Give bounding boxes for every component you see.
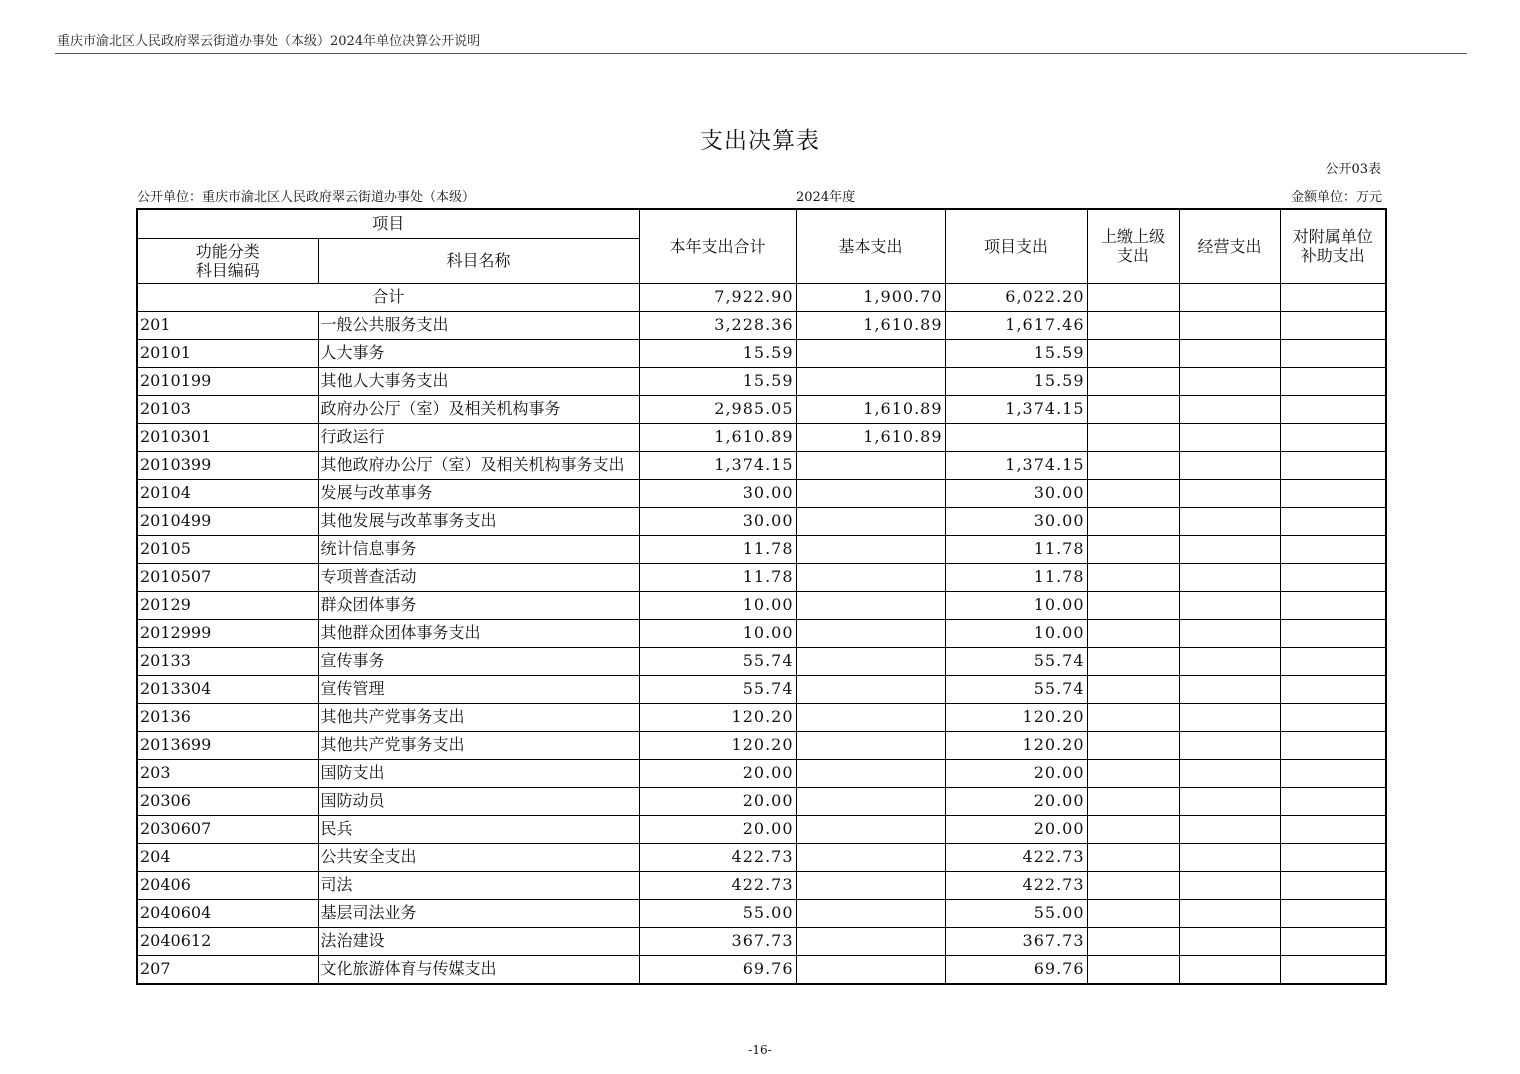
cell-code: 204 bbox=[137, 843, 318, 871]
cell-total: 20.00 bbox=[639, 787, 796, 815]
cell-code: 2012999 bbox=[137, 619, 318, 647]
cell-subsidy bbox=[1280, 507, 1386, 535]
cell-business bbox=[1179, 311, 1280, 339]
cell-subsidy bbox=[1280, 843, 1386, 871]
cell-code: 2010399 bbox=[137, 451, 318, 479]
table-header bbox=[137, 209, 1386, 283]
total-subsidy bbox=[1280, 283, 1386, 311]
cell-basic bbox=[796, 647, 945, 675]
cell-basic bbox=[796, 367, 945, 395]
cell-subsidy bbox=[1280, 423, 1386, 451]
total-label: 合计 bbox=[137, 283, 639, 311]
cell-name: 其他群众团体事务支出 bbox=[318, 619, 639, 647]
cell-business bbox=[1179, 619, 1280, 647]
cell-business bbox=[1179, 451, 1280, 479]
table-row bbox=[137, 479, 1386, 507]
table-row bbox=[137, 899, 1386, 927]
report-meta-row bbox=[137, 186, 1384, 204]
cell-project: 55.74 bbox=[945, 675, 1087, 703]
cell-project: 422.73 bbox=[945, 843, 1087, 871]
cell-name: 行政运行 bbox=[318, 423, 639, 451]
table-row bbox=[137, 759, 1386, 787]
cell-name: 其他发展与改革事务支出 bbox=[318, 507, 639, 535]
cell-total: 10.00 bbox=[639, 591, 796, 619]
cell-total: 15.59 bbox=[639, 367, 796, 395]
cell-business bbox=[1179, 871, 1280, 899]
table-row bbox=[137, 367, 1386, 395]
cell-business bbox=[1179, 563, 1280, 591]
cell-subsidy bbox=[1280, 815, 1386, 843]
cell-subsidy bbox=[1280, 535, 1386, 563]
cell-basic bbox=[796, 479, 945, 507]
cell-upper bbox=[1087, 367, 1179, 395]
cell-business bbox=[1179, 479, 1280, 507]
cell-code: 20103 bbox=[137, 395, 318, 423]
cell-basic bbox=[796, 451, 945, 479]
cell-subsidy bbox=[1280, 479, 1386, 507]
cell-basic bbox=[796, 535, 945, 563]
cell-total: 120.20 bbox=[639, 703, 796, 731]
header-business: 经营支出 bbox=[1179, 209, 1280, 283]
cell-project: 10.00 bbox=[945, 591, 1087, 619]
cell-business bbox=[1179, 535, 1280, 563]
cell-project: 55.00 bbox=[945, 899, 1087, 927]
cell-total: 1,374.15 bbox=[639, 451, 796, 479]
cell-name: 发展与改革事务 bbox=[318, 479, 639, 507]
cell-business bbox=[1179, 339, 1280, 367]
table-row bbox=[137, 591, 1386, 619]
header-subsidy-line2: 补助支出 bbox=[1300, 246, 1365, 266]
cell-business bbox=[1179, 731, 1280, 759]
cell-total: 30.00 bbox=[639, 479, 796, 507]
cell-basic bbox=[796, 339, 945, 367]
cell-code: 20105 bbox=[137, 535, 318, 563]
cell-upper bbox=[1087, 647, 1179, 675]
cell-project: 55.74 bbox=[945, 647, 1087, 675]
cell-project: 11.78 bbox=[945, 535, 1087, 563]
cell-project: 20.00 bbox=[945, 815, 1087, 843]
cell-total: 120.20 bbox=[639, 731, 796, 759]
cell-total: 55.00 bbox=[639, 899, 796, 927]
cell-business bbox=[1179, 423, 1280, 451]
page-title: 支出决算表 bbox=[700, 128, 820, 154]
table-row bbox=[137, 731, 1386, 759]
cell-code: 2013699 bbox=[137, 731, 318, 759]
cell-total: 1,610.89 bbox=[639, 423, 796, 451]
cell-subsidy bbox=[1280, 675, 1386, 703]
cell-subsidy bbox=[1280, 619, 1386, 647]
page-number: -16- bbox=[748, 1043, 772, 1057]
cell-name: 群众团体事务 bbox=[318, 591, 639, 619]
cell-basic: 1,610.89 bbox=[796, 423, 945, 451]
cell-upper bbox=[1087, 731, 1179, 759]
cell-basic bbox=[796, 563, 945, 591]
cell-subsidy bbox=[1280, 871, 1386, 899]
cell-basic bbox=[796, 787, 945, 815]
cell-code: 20306 bbox=[137, 787, 318, 815]
cell-subsidy bbox=[1280, 731, 1386, 759]
cell-business bbox=[1179, 787, 1280, 815]
header-project: 项目支出 bbox=[945, 209, 1087, 283]
cell-name: 民兵 bbox=[318, 815, 639, 843]
cell-code: 2030607 bbox=[137, 815, 318, 843]
cell-basic bbox=[796, 955, 945, 984]
table-row bbox=[137, 311, 1386, 339]
cell-business bbox=[1179, 955, 1280, 984]
cell-project: 11.78 bbox=[945, 563, 1087, 591]
cell-code: 2010499 bbox=[137, 507, 318, 535]
cell-business bbox=[1179, 507, 1280, 535]
header-name: 科目名称 bbox=[318, 238, 639, 283]
cell-basic: 1,610.89 bbox=[796, 395, 945, 423]
cell-upper bbox=[1087, 451, 1179, 479]
cell-subsidy bbox=[1280, 451, 1386, 479]
total-basic: 1,900.70 bbox=[796, 283, 945, 311]
cell-total: 3,228.36 bbox=[639, 311, 796, 339]
cell-project: 15.59 bbox=[945, 367, 1087, 395]
header-upper-line2: 支出 bbox=[1117, 246, 1150, 266]
cell-business bbox=[1179, 675, 1280, 703]
cell-project: 367.73 bbox=[945, 927, 1087, 955]
cell-name: 统计信息事务 bbox=[318, 535, 639, 563]
cell-subsidy bbox=[1280, 899, 1386, 927]
cell-name: 政府办公厅（室）及相关机构事务 bbox=[318, 395, 639, 423]
cell-code: 2040612 bbox=[137, 927, 318, 955]
cell-name: 其他人大事务支出 bbox=[318, 367, 639, 395]
cell-name: 其他共产党事务支出 bbox=[318, 703, 639, 731]
table-row bbox=[137, 647, 1386, 675]
cell-total: 15.59 bbox=[639, 339, 796, 367]
cell-upper bbox=[1087, 675, 1179, 703]
cell-basic: 1,610.89 bbox=[796, 311, 945, 339]
cell-total: 30.00 bbox=[639, 507, 796, 535]
cell-name: 一般公共服务支出 bbox=[318, 311, 639, 339]
table-row bbox=[137, 675, 1386, 703]
cell-project: 30.00 bbox=[945, 479, 1087, 507]
total-upper bbox=[1087, 283, 1179, 311]
cell-project: 1,617.46 bbox=[945, 311, 1087, 339]
cell-name: 其他政府办公厅（室）及相关机构事务支出 bbox=[318, 451, 639, 479]
cell-code: 2010199 bbox=[137, 367, 318, 395]
table-row bbox=[137, 703, 1386, 731]
table-row bbox=[137, 395, 1386, 423]
cell-upper bbox=[1087, 507, 1179, 535]
cell-project: 422.73 bbox=[945, 871, 1087, 899]
cell-code: 207 bbox=[137, 955, 318, 984]
cell-code: 2040604 bbox=[137, 899, 318, 927]
cell-subsidy bbox=[1280, 703, 1386, 731]
cell-subsidy bbox=[1280, 311, 1386, 339]
cell-upper bbox=[1087, 619, 1179, 647]
cell-code: 2010507 bbox=[137, 563, 318, 591]
cell-name: 司法 bbox=[318, 871, 639, 899]
cell-project: 10.00 bbox=[945, 619, 1087, 647]
cell-subsidy bbox=[1280, 647, 1386, 675]
cell-code: 20133 bbox=[137, 647, 318, 675]
cell-business bbox=[1179, 927, 1280, 955]
cell-upper bbox=[1087, 535, 1179, 563]
expenditure-table bbox=[136, 208, 1387, 985]
cell-total: 2,985.05 bbox=[639, 395, 796, 423]
cell-total: 20.00 bbox=[639, 759, 796, 787]
cell-project: 1,374.15 bbox=[945, 451, 1087, 479]
cell-code: 2010301 bbox=[137, 423, 318, 451]
cell-project: 120.20 bbox=[945, 731, 1087, 759]
cell-project: 15.59 bbox=[945, 339, 1087, 367]
cell-name: 文化旅游体育与传媒支出 bbox=[318, 955, 639, 984]
cell-basic bbox=[796, 703, 945, 731]
cell-name: 其他共产党事务支出 bbox=[318, 731, 639, 759]
cell-basic bbox=[796, 731, 945, 759]
cell-basic bbox=[796, 899, 945, 927]
header-subsidy bbox=[1280, 209, 1386, 283]
table-row bbox=[137, 507, 1386, 535]
cell-basic bbox=[796, 871, 945, 899]
total-row bbox=[137, 283, 1386, 311]
table-row bbox=[137, 563, 1386, 591]
header-code-line1: 功能分类 bbox=[195, 241, 260, 261]
cell-code: 201 bbox=[137, 311, 318, 339]
cell-name: 专项普查活动 bbox=[318, 563, 639, 591]
table-body bbox=[137, 283, 1386, 984]
cell-upper bbox=[1087, 703, 1179, 731]
cell-total: 11.78 bbox=[639, 535, 796, 563]
table-row bbox=[137, 927, 1386, 955]
cell-basic bbox=[796, 815, 945, 843]
cell-total: 55.74 bbox=[639, 647, 796, 675]
table-row bbox=[137, 815, 1386, 843]
header-code bbox=[137, 238, 318, 283]
header-subsidy-line1: 对附属单位 bbox=[1292, 227, 1373, 247]
total-business bbox=[1179, 283, 1280, 311]
cell-upper bbox=[1087, 843, 1179, 871]
cell-upper bbox=[1087, 563, 1179, 591]
reporting-unit: 公开单位：重庆市渝北区人民政府翠云街道办事处（本级） bbox=[137, 190, 476, 205]
table-row bbox=[137, 871, 1386, 899]
cell-subsidy bbox=[1280, 787, 1386, 815]
cell-upper bbox=[1087, 339, 1179, 367]
table-row bbox=[137, 535, 1386, 563]
cell-project: 20.00 bbox=[945, 759, 1087, 787]
table-row bbox=[137, 787, 1386, 815]
cell-business bbox=[1179, 815, 1280, 843]
document-header: 重庆市渝北区人民政府翠云街道办事处（本级）2024年单位决算公开说明 bbox=[57, 34, 481, 49]
cell-basic bbox=[796, 759, 945, 787]
cell-upper bbox=[1087, 815, 1179, 843]
cell-code: 20406 bbox=[137, 871, 318, 899]
cell-project: 120.20 bbox=[945, 703, 1087, 731]
cell-total: 422.73 bbox=[639, 871, 796, 899]
cell-basic bbox=[796, 507, 945, 535]
cell-business bbox=[1179, 759, 1280, 787]
cell-subsidy bbox=[1280, 759, 1386, 787]
table-row bbox=[137, 955, 1386, 984]
header-item: 项目 bbox=[137, 209, 639, 238]
cell-project bbox=[945, 423, 1087, 451]
cell-subsidy bbox=[1280, 395, 1386, 423]
header-code-line2: 科目编码 bbox=[195, 260, 260, 280]
cell-total: 422.73 bbox=[639, 843, 796, 871]
cell-subsidy bbox=[1280, 927, 1386, 955]
cell-project: 20.00 bbox=[945, 787, 1087, 815]
cell-upper bbox=[1087, 927, 1179, 955]
table-row bbox=[137, 843, 1386, 871]
cell-name: 公共安全支出 bbox=[318, 843, 639, 871]
cell-project: 69.76 bbox=[945, 955, 1087, 984]
cell-name: 宣传管理 bbox=[318, 675, 639, 703]
cell-subsidy bbox=[1280, 955, 1386, 984]
cell-name: 人大事务 bbox=[318, 339, 639, 367]
cell-subsidy bbox=[1280, 367, 1386, 395]
cell-name: 国防支出 bbox=[318, 759, 639, 787]
cell-code: 2013304 bbox=[137, 675, 318, 703]
cell-total: 367.73 bbox=[639, 927, 796, 955]
table-row bbox=[137, 423, 1386, 451]
cell-subsidy bbox=[1280, 339, 1386, 367]
cell-upper bbox=[1087, 759, 1179, 787]
cell-code: 20136 bbox=[137, 703, 318, 731]
cell-total: 10.00 bbox=[639, 619, 796, 647]
cell-basic bbox=[796, 927, 945, 955]
cell-basic bbox=[796, 619, 945, 647]
cell-name: 基层司法业务 bbox=[318, 899, 639, 927]
cell-code: 20104 bbox=[137, 479, 318, 507]
report-year: 2024年度 bbox=[796, 190, 856, 205]
cell-code: 20129 bbox=[137, 591, 318, 619]
header-upper-line1: 上缴上级 bbox=[1101, 227, 1166, 247]
cell-basic bbox=[796, 591, 945, 619]
header-divider bbox=[55, 53, 1467, 54]
cell-upper bbox=[1087, 955, 1179, 984]
table-row bbox=[137, 339, 1386, 367]
cell-business bbox=[1179, 703, 1280, 731]
cell-total: 20.00 bbox=[639, 815, 796, 843]
cell-basic bbox=[796, 843, 945, 871]
header-basic: 基本支出 bbox=[796, 209, 945, 283]
table-row bbox=[137, 619, 1386, 647]
cell-business bbox=[1179, 899, 1280, 927]
cell-subsidy bbox=[1280, 591, 1386, 619]
cell-name: 国防动员 bbox=[318, 787, 639, 815]
cell-upper bbox=[1087, 479, 1179, 507]
cell-code: 20101 bbox=[137, 339, 318, 367]
total-project: 6,022.20 bbox=[945, 283, 1087, 311]
cell-business bbox=[1179, 843, 1280, 871]
cell-business bbox=[1179, 591, 1280, 619]
cell-project: 1,374.15 bbox=[945, 395, 1087, 423]
form-number: 公开03表 bbox=[1325, 162, 1381, 177]
cell-subsidy bbox=[1280, 563, 1386, 591]
cell-total: 55.74 bbox=[639, 675, 796, 703]
cell-total: 11.78 bbox=[639, 563, 796, 591]
header-upper bbox=[1087, 209, 1179, 283]
cell-upper bbox=[1087, 787, 1179, 815]
cell-project: 30.00 bbox=[945, 507, 1087, 535]
cell-name: 宣传事务 bbox=[318, 647, 639, 675]
cell-business bbox=[1179, 647, 1280, 675]
cell-total: 69.76 bbox=[639, 955, 796, 984]
total-total: 7,922.90 bbox=[639, 283, 796, 311]
cell-upper bbox=[1087, 423, 1179, 451]
cell-basic bbox=[796, 675, 945, 703]
cell-upper bbox=[1087, 899, 1179, 927]
cell-upper bbox=[1087, 395, 1179, 423]
header-total: 本年支出合计 bbox=[639, 209, 796, 283]
table-row bbox=[137, 451, 1386, 479]
cell-name: 法治建设 bbox=[318, 927, 639, 955]
cell-upper bbox=[1087, 591, 1179, 619]
cell-code: 203 bbox=[137, 759, 318, 787]
cell-business bbox=[1179, 395, 1280, 423]
cell-business bbox=[1179, 367, 1280, 395]
cell-upper bbox=[1087, 311, 1179, 339]
cell-upper bbox=[1087, 871, 1179, 899]
amount-unit: 金额单位：万元 bbox=[1290, 190, 1382, 205]
